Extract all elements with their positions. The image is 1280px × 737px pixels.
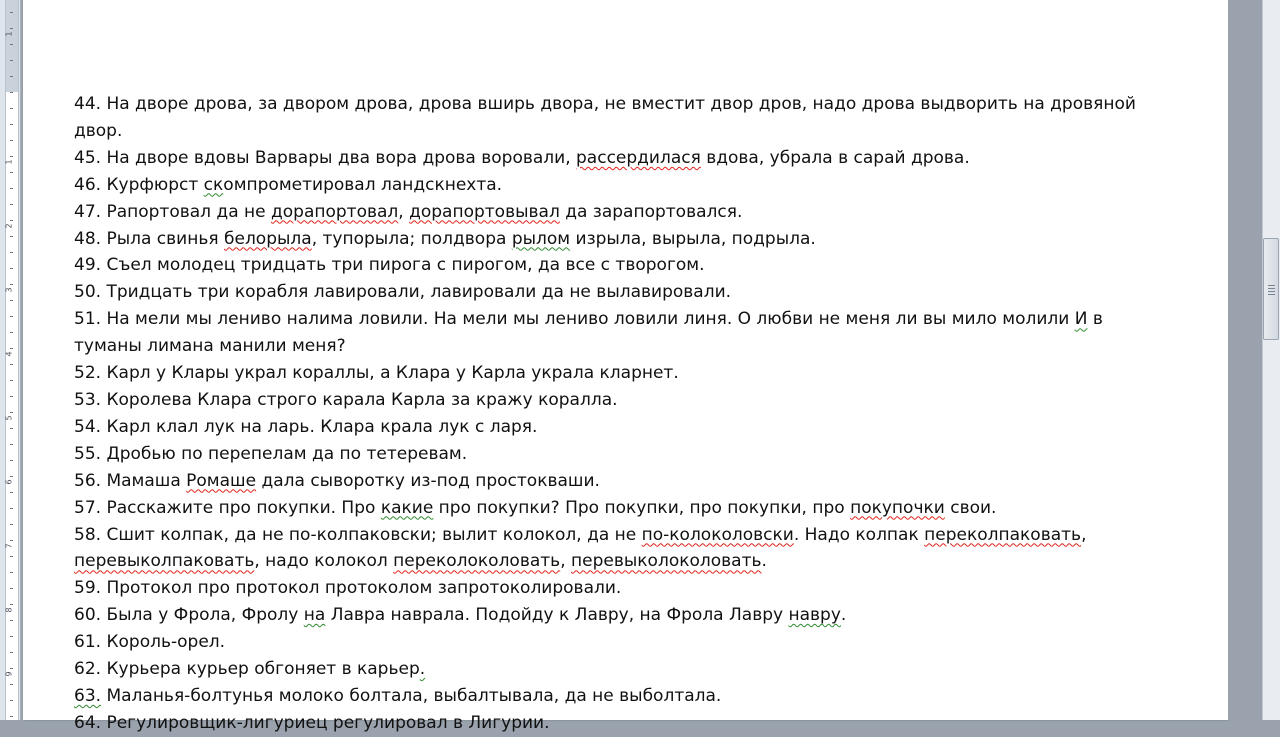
line-text: Маланья-болтунья молоко болтала, выбалтывала, да не выболтала. xyxy=(101,685,722,706)
item-number: 61. xyxy=(74,632,102,653)
line-text: Лавра наврала. Подойду к Лавру, на Фрола Лавру xyxy=(325,605,789,626)
spelling-error-word: переколоколовать xyxy=(393,551,561,572)
thumb-grip-line xyxy=(1268,294,1275,295)
line-text: про покупки? Про покупки, про покупки, про xyxy=(433,497,851,518)
ruler-tick xyxy=(10,652,13,653)
line-text: омпрометировал ландскнехта. xyxy=(223,174,503,195)
ruler-tick xyxy=(10,364,13,365)
ruler-number: 8 xyxy=(4,607,14,613)
item-number: 54. xyxy=(74,416,102,437)
ruler-tick xyxy=(10,636,13,637)
ruler-tick xyxy=(10,60,13,61)
spelling-error-word: покупочки xyxy=(850,497,945,518)
page-gutter xyxy=(1228,0,1262,720)
list-item[interactable] xyxy=(74,441,1154,468)
item-number: 45. xyxy=(74,147,102,168)
list-item[interactable] xyxy=(74,495,1154,522)
ruler-tick xyxy=(10,380,13,381)
line-text: Сшит колпак, да не по-колпаковски; вылит колокол, да не xyxy=(101,524,642,545)
ruler-tick xyxy=(10,332,13,333)
ruler-tick xyxy=(10,460,13,461)
line-text: Съел молодец тридцать три пирога с пирогом, да все с творогом. xyxy=(101,255,705,276)
ruler-tick xyxy=(10,668,13,669)
item-number: 57. xyxy=(74,497,102,518)
line-text: , надо колокол xyxy=(254,551,394,572)
line-text: изрыла, вырыла, подрыла. xyxy=(570,228,816,249)
spelling-error-word: дорапортовал xyxy=(271,201,399,222)
line-text: , xyxy=(560,551,572,572)
line-text: На мели мы лениво налима ловили. На мели мы лениво ловили линя. О любви не меня ли вы мило молили xyxy=(101,309,1075,330)
spelling-error-word: перевыколоколовать xyxy=(571,551,762,572)
item-number: 47. xyxy=(74,201,102,222)
item-number: 52. xyxy=(74,363,102,384)
ruler-tick xyxy=(10,444,13,445)
ruler-tick xyxy=(10,140,13,141)
ruler-tick xyxy=(10,508,13,509)
list-item[interactable] xyxy=(74,656,1154,683)
ruler-tick xyxy=(10,268,13,269)
ruler-tick xyxy=(10,220,13,221)
vertical-ruler xyxy=(0,0,21,720)
ruler-tick xyxy=(10,396,13,397)
ruler-number: 2 xyxy=(4,223,14,229)
ruler-tick xyxy=(10,188,13,189)
ruler-tick xyxy=(10,92,13,93)
ruler-tick xyxy=(10,124,13,125)
line-text: Тридцать три корабля лавировали, лавировали да не вылавировали. xyxy=(101,282,732,303)
line-text: вдова, убрала в сарай дрова. xyxy=(700,147,970,168)
list-item[interactable] xyxy=(74,91,1154,145)
ruler-tick xyxy=(10,28,13,29)
ruler-number: 1 xyxy=(4,159,14,165)
list-item[interactable] xyxy=(74,172,1154,199)
ruler-tick xyxy=(10,108,13,109)
ruler-number: 6 xyxy=(4,479,14,485)
grammar-flag-text: какие xyxy=(380,497,434,518)
item-number: 64. xyxy=(74,712,102,733)
item-number: 63. xyxy=(74,685,102,706)
line-text: дала сыворотку из-под простокваши. xyxy=(256,470,600,491)
line-text: . Надо колпак xyxy=(793,524,925,545)
ruler-tick xyxy=(10,588,13,589)
spelling-error-word: белорыла xyxy=(224,228,312,249)
ruler-tick xyxy=(10,236,13,237)
ruler-tick xyxy=(10,492,13,493)
spelling-error-word: дорапортовывал xyxy=(409,201,560,222)
item-number: 50. xyxy=(74,282,102,303)
item-number: 55. xyxy=(74,443,102,464)
line-text: да зарапортовался. xyxy=(559,201,743,222)
ruler-number: 9 xyxy=(4,671,14,677)
ruler-tick xyxy=(10,540,13,541)
line-text: , тупорыла; полдвора xyxy=(311,228,512,249)
ruler-tick xyxy=(10,252,13,253)
grammar-flag-text: . xyxy=(419,659,426,680)
item-number: 44. xyxy=(74,94,102,114)
line-text: Карл у Клары украл кораллы, а Клара у Карла украла кларнет. xyxy=(101,363,679,384)
line-text: . xyxy=(761,551,767,572)
list-item[interactable] xyxy=(74,306,1154,360)
list-item[interactable] xyxy=(74,575,1154,602)
line-text: Рыла свинья xyxy=(101,228,224,249)
spelling-error-word: рассердилася xyxy=(576,147,701,168)
ruler-tick xyxy=(10,700,13,701)
item-number: 62. xyxy=(74,659,102,680)
document-body[interactable] xyxy=(74,91,1154,737)
ruler-tick xyxy=(10,524,13,525)
list-item[interactable] xyxy=(74,145,1154,172)
list-item[interactable] xyxy=(74,522,1154,576)
item-number: 53. xyxy=(74,389,102,410)
line-text: На дворе дрова, за двором дрова, дрова вширь двора, не вместит двор дров, надо дрова выдворить на дровяной двор. xyxy=(74,94,1136,141)
ruler-tick xyxy=(10,572,13,573)
spelling-error-word: Ромаше xyxy=(186,470,257,491)
ruler-margin-area xyxy=(5,0,19,92)
item-number: 60. xyxy=(74,605,102,626)
line-text: Протокол про протокол протоколом запротоколировали. xyxy=(101,578,622,599)
line-text: Король-орел. xyxy=(101,632,226,653)
list-item[interactable] xyxy=(74,629,1154,656)
list-item[interactable] xyxy=(74,414,1154,441)
grammar-flag-text: И xyxy=(1074,309,1088,330)
thumb-grip-line xyxy=(1268,291,1275,292)
list-item[interactable] xyxy=(74,360,1154,387)
ruler-number: 1 xyxy=(4,31,14,37)
line-text: Дробью по перепелам да по тетеревам. xyxy=(101,443,468,464)
list-item[interactable] xyxy=(74,683,1154,710)
item-number: 59. xyxy=(74,578,102,599)
line-text: . xyxy=(840,605,847,626)
line-text: Была у Фрола, Фролу xyxy=(101,605,304,626)
ruler-tick xyxy=(10,476,13,477)
ruler-tick xyxy=(10,156,13,157)
ruler-tick xyxy=(10,76,13,77)
item-number: 58. xyxy=(74,524,102,545)
ruler-number: 3 xyxy=(4,287,14,293)
ruler-tick xyxy=(10,620,13,621)
scrollbar-thumb[interactable] xyxy=(1263,238,1279,340)
list-item[interactable] xyxy=(74,602,1154,629)
list-item[interactable] xyxy=(74,468,1154,495)
list-item[interactable] xyxy=(74,387,1154,414)
line-text: Расскажите про покупки. Про xyxy=(101,497,381,518)
list-item[interactable] xyxy=(74,252,1154,279)
grammar-flag-text: навру xyxy=(788,605,841,626)
list-item[interactable] xyxy=(74,710,1154,737)
thumb-grip-line xyxy=(1268,288,1275,289)
line-text: Курфюрст xyxy=(101,174,204,195)
ruler-tick xyxy=(10,44,13,45)
ruler-tick xyxy=(10,172,13,173)
line-text: свои. xyxy=(944,497,997,518)
line-text: , xyxy=(398,201,410,222)
item-number: 49. xyxy=(74,255,102,276)
line-text: Рапортовал да не xyxy=(101,201,271,222)
ruler-tick xyxy=(10,12,13,13)
line-text: в туманы лимана манили меня? xyxy=(74,309,1103,357)
line-text: , xyxy=(1081,524,1087,545)
ruler-tick xyxy=(10,316,13,317)
item-number: 51. xyxy=(74,309,102,330)
ruler-tick xyxy=(10,428,13,429)
list-item[interactable] xyxy=(74,226,1154,253)
line-text: Регулировщик-лигуриец регулировал в Лигурии. xyxy=(101,712,550,733)
list-item[interactable] xyxy=(74,279,1154,306)
list-item[interactable] xyxy=(74,199,1154,226)
ruler-tick xyxy=(10,684,13,685)
spelling-error-word: по-колоколовски xyxy=(641,524,794,545)
ruler-number: 5 xyxy=(4,415,14,421)
ruler-tick xyxy=(10,300,13,301)
line-text: Мамаша xyxy=(101,470,187,491)
grammar-flag-text: рылом xyxy=(511,228,571,249)
ruler-number: 4 xyxy=(4,351,14,357)
grammar-flag-text: ск xyxy=(203,174,224,195)
item-number: 46. xyxy=(74,174,102,195)
ruler-number: 7 xyxy=(4,543,14,549)
grammar-flag-text: на xyxy=(303,605,326,626)
ruler-tick xyxy=(10,204,13,205)
spelling-error-word: переколпаковать xyxy=(924,524,1082,545)
ruler-tick xyxy=(10,284,13,285)
thumb-grip-line xyxy=(1268,285,1275,286)
ruler-tick xyxy=(10,604,13,605)
ruler-tick xyxy=(10,556,13,557)
ruler-tick xyxy=(10,716,13,717)
item-number: 56. xyxy=(74,470,102,491)
ruler-tick xyxy=(10,348,13,349)
vertical-scrollbar[interactable] xyxy=(1262,0,1280,720)
line-text: На дворе вдовы Варвары два вора дрова воровали, xyxy=(101,147,577,168)
spelling-error-word: перевыколпаковать xyxy=(74,551,255,572)
item-number: 48. xyxy=(74,228,102,249)
line-text: Королева Клара строго карала Карла за кражу коралла. xyxy=(101,389,618,410)
document-page[interactable] xyxy=(23,0,1228,733)
line-text: Курьера курьер обгоняет в карьер xyxy=(101,659,420,680)
line-text: Карл клал лук на ларь. Клара крала лук с ларя. xyxy=(101,416,538,437)
ruler-tick xyxy=(10,412,13,413)
